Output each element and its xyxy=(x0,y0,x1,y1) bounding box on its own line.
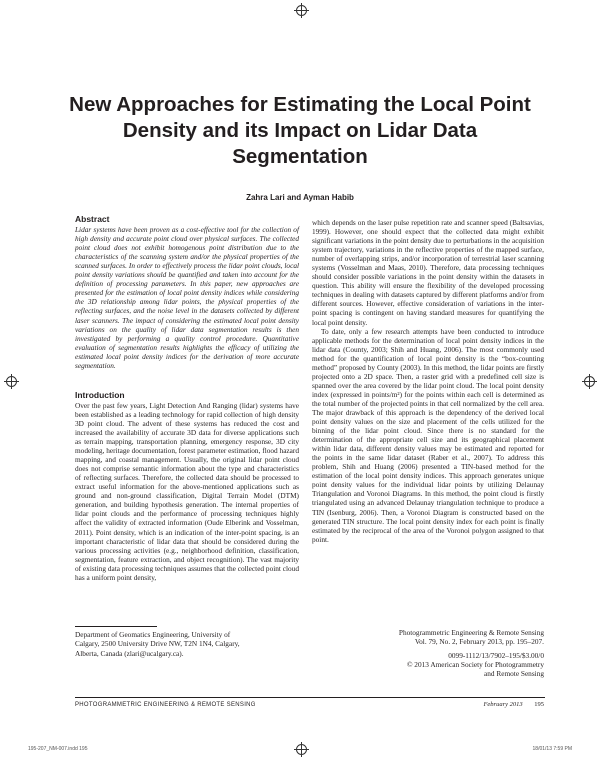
registration-mark-right xyxy=(584,376,595,387)
footer-rule xyxy=(75,697,545,698)
registration-mark-left xyxy=(6,376,17,387)
introduction-paragraph-1-continued: which depends on the laser pulse repetition rate and scanner speed (Baltsavias, 1999). However, one should expect that the collected data might exhibit significant variations in the point density due to perturbations in the acquisition system trajectory, variations in the reflective properties of the mapped surface, number of overlapping strips, and/or incorporation of terrestrial laser scanning systems (Vosselman and Maas, 2010). Therefore, data processing techniques should consider possible variations in the point density within the datasets in question. This ability will ensure the flexibility of the developed processing techniques in dealing with datasets captured by different platforms and/or from different sources. However, effective consideration of variations in the inter-point spacing is contingent on having standard measures for quantifying the local point density. xyxy=(312,218,544,327)
article-code: 0099-1112/13/7902–195/$3.00/0 xyxy=(448,651,544,660)
introduction-heading: Introduction xyxy=(75,389,125,400)
abstract-text: Lidar systems have been proven as a cost-effective tool for the collection of high density and accurate point cloud over physical surfaces. The collected point cloud does not exhibit homogenous point distribution due to the characteristics of the scanning system and/or the physical properties of the scanned surfaces. In order to effectively process the lidar point clouds, local point density variations should be quantified and taken into account for the definition of processing parameters. In this paper, new approaches are presented for the estimation of local point density indices while considering the 3D relationship among lidar points, the physical properties of the reflecting surfaces, and the noise level in the datasets collected by different laser scanners. The impact of considering the estimated local point density variations on the quality of lidar data segmentation results is then investigated by performing a quality control procedure. Quantitative evaluation of segmentation results highlights the efficacy of utilizing the estimated local point density indices for the derivation of more accurate segmentation. xyxy=(75,225,299,370)
print-slug-file: 195-207_NM-007.indd 195 xyxy=(28,746,88,752)
article-authors: Zahra Lari and Ayman Habib xyxy=(246,193,354,202)
registration-mark-bottom xyxy=(296,744,307,755)
abstract-heading: Abstract xyxy=(75,214,110,224)
introduction-paragraph-1: Over the past few years, Light Detection And Ranging (lidar) systems have been established as a leading technology for rapid collection of high density 3D point cloud. The advent of these systems has reduced the cost and increased the availability of accurate 3D data for diverse applications such as terrain mapping, transportation planning, emergency response, 3D city modeling, heritage documentation, forest parameter estimation, flood hazard mapping, and coastal management. Usually, the original lidar point cloud does not comprise semantic information about the type and characteristics of reflecting surfaces. Therefore, the collected data should be processed to extract useful information for the above-mentioned applications such as ground and non-ground classification, Digital Terrain Model (DTM) generation, and building hypothesis generation. The internal properties of lidar point clouds and the performance of processing techniques highly affect the validity of extracted information (Oude Elberink and Vosselman, 2011). Point density, which is an indication of the inter-point spacing, is an important characteristic of lidar data that should be considered during the various processing activities (e.g., neighborhood definition, classification, segmentation, feature extraction, and object recognition). The vast majority of existing data processing techniques assumes that the collected point cloud has a uniform point density, xyxy=(75,400,299,582)
affiliation-line: Department of Geomatics Engineering, University of xyxy=(75,630,231,639)
footer-journal: PHOTOGRAMMETRIC ENGINEERING & REMOTE SENSING xyxy=(75,702,256,708)
footer-date: February 2013 xyxy=(483,701,523,708)
author-affiliation xyxy=(75,630,299,658)
article-title: New Approaches for Estimating the Local Point Density and its Impact on Lidar Data Segmentation xyxy=(69,93,531,168)
left-column xyxy=(75,215,299,582)
footer-page-number: 195 xyxy=(534,701,544,708)
affiliation-rule xyxy=(75,626,157,627)
print-slug-timestamp: 18/01/13 7:59 PM xyxy=(532,746,572,752)
copyright-line-2: and Remote Sensing xyxy=(484,669,544,678)
publication-info xyxy=(304,628,544,678)
footer-page-info xyxy=(483,701,544,708)
registration-mark-top xyxy=(296,5,307,16)
affiliation-line: Calgary, 2500 University Drive NW, T2N 1N4, Calgary, xyxy=(75,639,240,649)
right-column xyxy=(312,218,544,544)
introduction-paragraph-2: To date, only a few research attempts have been conducted to introduce applicable methods for the determination of local point density indices in the lidar data (County, 2003; Shih and Huang, 2006). The most commonly used method for the quantification of local point density is the “box-counting method” proposed by County (2003). In this method, the lidar points are firstly projected onto a 2D space. Then, a raster grid with a predefined cell size is spanned over the area covered by the lidar point cloud. The local point density index (expressed in points/m²) for the points within each cell is determined as the total number of the projected points in that cell normalized by the cell area. The major drawback of this approach is the dependency of the derived local point density values on the size and placement of the cells utilized for the binning of the lidar point cloud. Since there is no standard for the determination of the appropriate cell size and its geographical placement within lidar data, different density values may be estimated and reported for the points in the same lidar dataset (Raber et al., 2007). To address this problem, Shih and Huang (2006) presented a TIN-based method for the estimation of the local point density indices. This approach generates unique point density values for the individual lidar points by utilizing Delaunay Triangulation and Voronoi Diagrams. In this method, the point cloud is firstly triangulated using an advanced Delaunay triangulation technique to produce a TIN (Isenburg, 2006). Then, a Voronoi Diagram is constructed based on the generated TIN structure. The local point density index for each point is finally estimated by the reciprocal of the area of the Voronoi polygon assigned to that point. xyxy=(312,326,544,544)
journal-volume: Vol. 79, No. 2, February 2013, pp. 195–207. xyxy=(414,637,544,646)
journal-name: Photogrammetric Engineering & Remote Sensing xyxy=(398,628,544,637)
affiliation-line: Alberta, Canada (zlari@ucalgary.ca). xyxy=(75,648,184,658)
copyright-line: © 2013 American Society for Photogrammetry xyxy=(406,660,544,669)
